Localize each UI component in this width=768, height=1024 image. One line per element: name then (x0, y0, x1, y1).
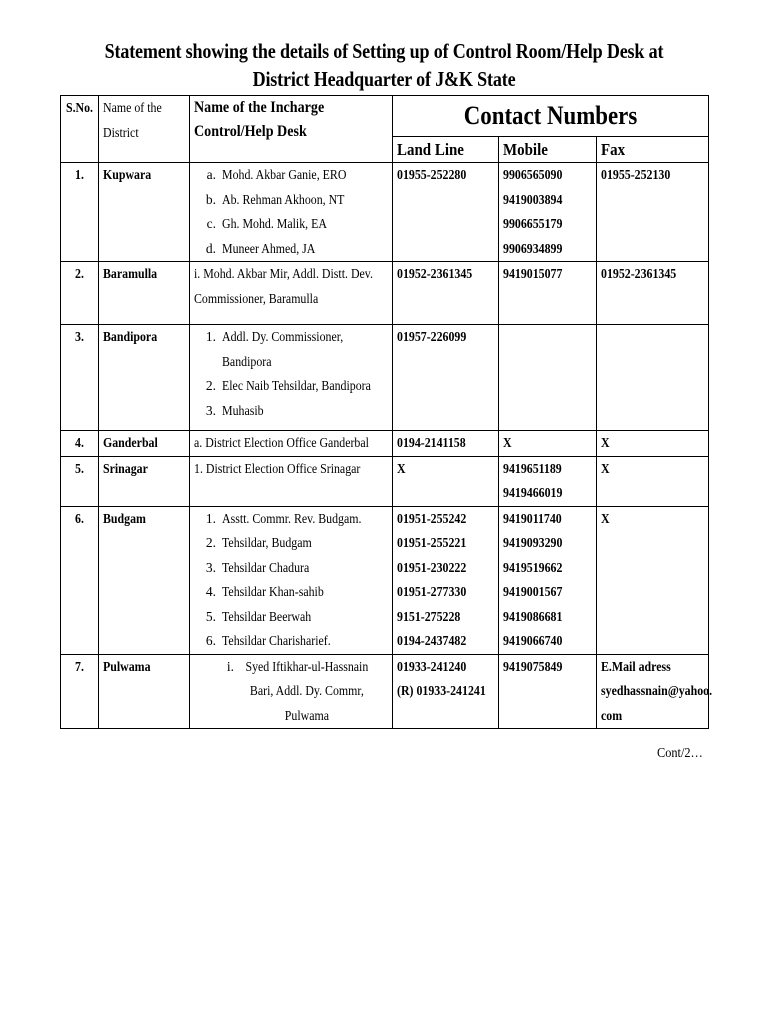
mobile-value: 9419466019 (503, 485, 563, 500)
mobile-value: 9419015077 (503, 266, 563, 281)
cell-landline (393, 456, 499, 506)
cell-fax (597, 456, 709, 506)
header-sno: S.No. (61, 96, 99, 163)
landline-value: 0194-2437482 (397, 633, 467, 648)
cell-mobile (499, 506, 597, 654)
header-landline: Land Line (393, 137, 499, 163)
cell-landline (393, 654, 499, 729)
fax-value: 01952-2361345 (601, 266, 677, 281)
landline-value: 01933-241240 (397, 658, 467, 674)
cell-fax (597, 325, 709, 431)
incharge-item: a. Mohd. Akbar Ganie, ERO (206, 167, 347, 182)
cell-fax (597, 431, 709, 457)
cell-fax (597, 654, 713, 729)
cell-incharge: a. District Election Office Ganderbal (190, 431, 393, 457)
mobile-value: 9906655179 (503, 216, 563, 231)
incharge-list (194, 655, 392, 729)
mobile-value: 9419011740 (503, 510, 562, 526)
mobile-value: 9419066740 (503, 633, 563, 648)
incharge-item: c. Gh. Mohd. Malik, EA (206, 216, 327, 231)
table-body (61, 163, 713, 729)
mobile-value: 9419001567 (503, 584, 563, 599)
cell-landline (393, 431, 499, 457)
header-fax: Fax (597, 137, 709, 163)
cell-mobile (499, 325, 597, 431)
fax-value: syedhassnain@yahoo. (601, 683, 713, 698)
landline-value: 01952-2361345 (397, 266, 473, 281)
fax-value: X (601, 460, 610, 476)
cell-landline (393, 325, 499, 431)
table-row (61, 456, 709, 506)
mobile-value: 9419651189 (503, 460, 562, 476)
continuation-note: Cont/2… (657, 746, 703, 761)
incharge-list (194, 507, 392, 654)
cell-sno: 5. (61, 456, 99, 506)
cell-sno: 7. (61, 654, 99, 729)
cell-fax (597, 163, 709, 262)
cell-district: Bandipora (99, 325, 190, 431)
cell-sno: 4. (61, 431, 99, 457)
header-mobile: Mobile (499, 137, 597, 163)
mobile-value: 9906565090 (503, 167, 563, 182)
fax-value: com (601, 707, 623, 723)
cell-landline (393, 163, 499, 262)
cell-district: Srinagar (99, 456, 190, 506)
cell-incharge (190, 163, 393, 262)
cell-fax (597, 506, 709, 654)
header-row-top (61, 96, 709, 137)
header-contact-numbers: Contact Numbers (393, 96, 709, 137)
fax-value: 01955-252130 (601, 167, 671, 182)
cell-sno: 2. (61, 262, 99, 325)
incharge-item: 4. Tehsildar Khan-sahib (205, 584, 324, 599)
cell-mobile (499, 163, 597, 262)
cell-district: Pulwama (99, 654, 190, 729)
cell-district: Baramulla (99, 262, 190, 325)
incharge-item: 5. Tehsildar Beerwah (205, 608, 312, 624)
incharge-item: b. Ab. Rehman Akhoon, NT (205, 191, 345, 207)
table-row (61, 325, 709, 431)
mobile-value: X (503, 435, 512, 450)
incharge-item: 1. Asstt. Commr. Rev. Budgam. (205, 510, 362, 526)
cell-incharge: 1. District Election Office Srinagar (190, 456, 393, 506)
cell-mobile (499, 654, 597, 729)
cell-mobile (499, 456, 597, 506)
page-title: Statement showing the details of Setting up of Control Room/Help Desk at District Headquarter of J&K State (104, 39, 664, 91)
landline-value: (R) 01933-241241 (397, 683, 486, 698)
cell-district: Budgam (99, 506, 190, 654)
incharge-item: 3. Muhasib (205, 402, 264, 418)
mobile-value: 9419003894 (503, 191, 563, 207)
incharge-item: 2. Elec Naib Tehsildar, Bandipora (205, 378, 371, 393)
cell-incharge (190, 506, 393, 654)
incharge-item: 1. Addl. Dy. Commissioner, Bandipora (205, 329, 344, 369)
incharge-item: 3. Tehsildar Chadura (205, 559, 310, 575)
header-district: Name of the District (99, 96, 190, 163)
fax-value: X (601, 510, 610, 526)
cell-landline (393, 506, 499, 654)
cell-incharge: i. Mohd. Akbar Mir, Addl. Distt. Dev. Commissioner, Baramulla (190, 262, 393, 325)
mobile-value: 9419075849 (503, 658, 563, 674)
table-row (61, 431, 709, 457)
header-incharge: Name of the Incharge Control/Help Desk (190, 96, 393, 163)
mobile-value: 9419086681 (503, 608, 563, 624)
incharge-list (194, 163, 392, 261)
table-row (61, 506, 709, 654)
fax-value: E.Mail adress (601, 658, 671, 674)
table-row (61, 163, 709, 262)
mobile-value: 9419519662 (503, 559, 563, 575)
landline-value: 0194-2141158 (397, 435, 466, 450)
cell-district: Kupwara (99, 163, 190, 262)
landline-value: 01951-255242 (397, 510, 467, 526)
control-room-table (60, 95, 713, 729)
cell-sno: 6. (61, 506, 99, 654)
incharge-item: d. Muneer Ahmed, JA (205, 240, 316, 256)
incharge-list (194, 325, 392, 423)
cell-incharge (190, 654, 393, 729)
incharge-item: i. Syed Iftikhar-ul-Hassnain Bari, Addl. Dy. Commr, Pulwama (226, 658, 369, 723)
incharge-item: 2. Tehsildar, Budgam (205, 535, 312, 550)
cell-mobile (499, 431, 597, 457)
landline-value: 01955-252280 (397, 167, 467, 182)
cell-incharge (190, 325, 393, 431)
incharge-item: 6. Tehsildar Charisharief. (205, 633, 331, 648)
landline-value: 9151-275228 (397, 608, 461, 624)
mobile-value: 9419093290 (503, 535, 563, 550)
landline-value: 01951-230222 (397, 559, 467, 575)
landline-value: 01951-255221 (397, 535, 467, 550)
table-row (61, 262, 709, 325)
table-row (61, 654, 709, 729)
landline-value: X (397, 460, 406, 476)
mobile-value: 9906934899 (503, 240, 563, 256)
cell-sno: 1. (61, 163, 99, 262)
landline-value: 01957-226099 (397, 329, 467, 344)
cell-sno: 3. (61, 325, 99, 431)
fax-value: X (601, 435, 610, 450)
cell-landline (393, 262, 499, 325)
cell-fax (597, 262, 709, 325)
landline-value: 01951-277330 (397, 584, 467, 599)
cell-district: Ganderbal (99, 431, 190, 457)
cell-mobile (499, 262, 597, 325)
